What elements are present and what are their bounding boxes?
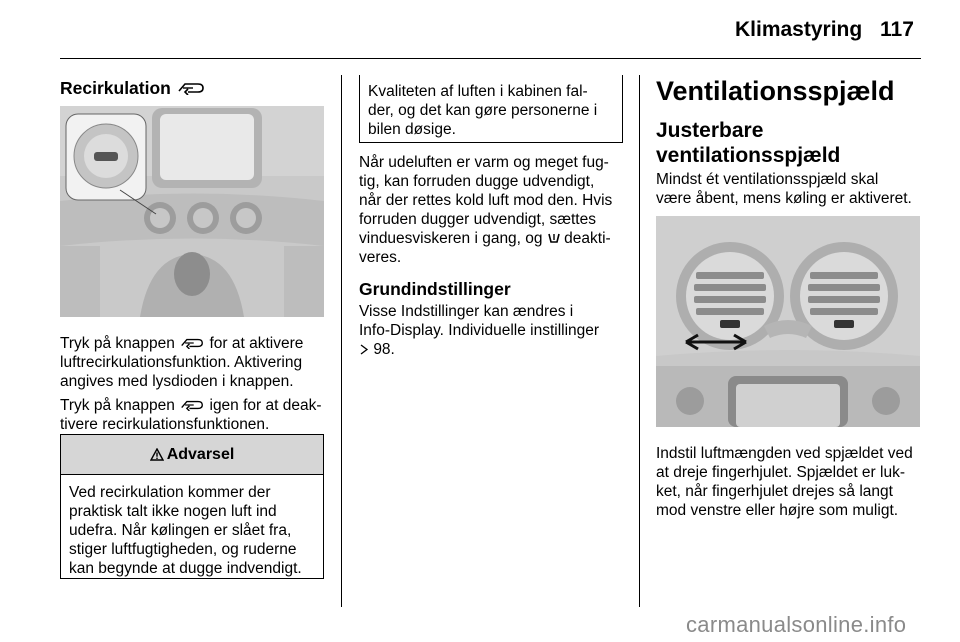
note-line: der, og det kan gøre personerne i xyxy=(368,102,598,119)
warning-line: Ved recirkulation kommer der xyxy=(69,484,271,501)
column-divider-2 xyxy=(639,75,640,607)
fog-para-line: Når udeluften er varm og meget fug- xyxy=(359,154,609,171)
warning-line: stiger luftfugtigheden, og ruderne xyxy=(69,541,297,558)
recirc-para-1-line-1: Tryk på knappen for at aktivere xyxy=(60,335,304,352)
warning-triangle-icon xyxy=(150,448,164,461)
recirculation-icon xyxy=(179,337,205,349)
grund-line: Info-Display. Individuelle instillinger xyxy=(359,322,600,339)
section-title-grundindstillinger: Grundindstillinger xyxy=(359,279,511,299)
wiper-icon xyxy=(547,232,560,244)
fog-para-line: veres. xyxy=(359,249,402,266)
warning-title: Advarsel xyxy=(166,445,235,463)
section-title-recirculation: Recirkulation xyxy=(60,78,206,99)
column-divider-1 xyxy=(341,75,342,607)
fog-para-line: vinduesviskeren i gang, og deakti- xyxy=(359,230,611,247)
adjust-line: mod venstre eller højre som muligt. xyxy=(656,502,899,519)
warning-line: kan begynde at dugge indvendigt. xyxy=(69,560,302,577)
adjust-line: ket, når fingerhjulet drejes så langt xyxy=(656,483,893,500)
subsection-title xyxy=(656,118,840,168)
note-line: Kvaliteten af luften i kabinen fal- xyxy=(368,83,588,100)
dashboard-illustration xyxy=(60,106,324,317)
subsection-title-line-1: Justerbare xyxy=(656,119,764,142)
warning-box xyxy=(60,434,324,579)
warning-line: praktisk talt ikke nogen luft ind xyxy=(69,503,277,520)
section-title-ventilationsspjaeld: Ventilationsspjæld xyxy=(656,76,895,106)
page-reference-icon xyxy=(359,344,369,355)
watermark: carmanualsonline.info xyxy=(686,612,907,637)
page-header-title: Klimastyring xyxy=(735,18,863,41)
fog-para-line: forruden dugger udvendigt, sættes xyxy=(359,211,596,228)
recirc-para-1-line-3: angives med lysdioden i knappen. xyxy=(60,373,294,390)
recirculation-icon xyxy=(176,81,206,95)
recirc-para-1-line-2: luftrecirkulationsfunktion. Aktivering xyxy=(60,354,303,371)
air-vents-illustration xyxy=(656,216,920,427)
fog-para-line: når der rettes kold luft mod den. Hvis xyxy=(359,192,613,209)
recirc-para-2-line-2: tivere recirkulationsfunktionen. xyxy=(60,416,270,433)
note-line: bilen døsige. xyxy=(368,121,456,138)
page-number: 117 xyxy=(880,18,914,41)
warning-header xyxy=(61,435,323,475)
warning-line: udefra. Når kølingen er slået fra, xyxy=(69,522,292,539)
subsection-title-line-2: ventilationsspjæld xyxy=(656,144,841,167)
grund-ref-line: 98. xyxy=(359,340,629,359)
intro-line: være åbent, mens køling er aktiveret. xyxy=(656,190,912,207)
intro-line: Mindst ét ventilationsspjæld skal xyxy=(656,171,879,188)
header-divider xyxy=(60,58,921,59)
fog-para-line: tig, kan forruden dugge udvendigt, xyxy=(359,173,595,190)
adjust-line: at dreje fingerhjulet. Spjældet er luk- xyxy=(656,464,905,481)
note-box xyxy=(359,75,623,143)
adjust-line: Indstil luftmængden ved spjældet ved xyxy=(656,445,913,462)
grund-line: Visse Indstillinger kan ændres i xyxy=(359,303,574,320)
recirc-para-2-line-1: Tryk på knappen igen for at deak- xyxy=(60,397,322,414)
recirculation-icon xyxy=(179,399,205,411)
